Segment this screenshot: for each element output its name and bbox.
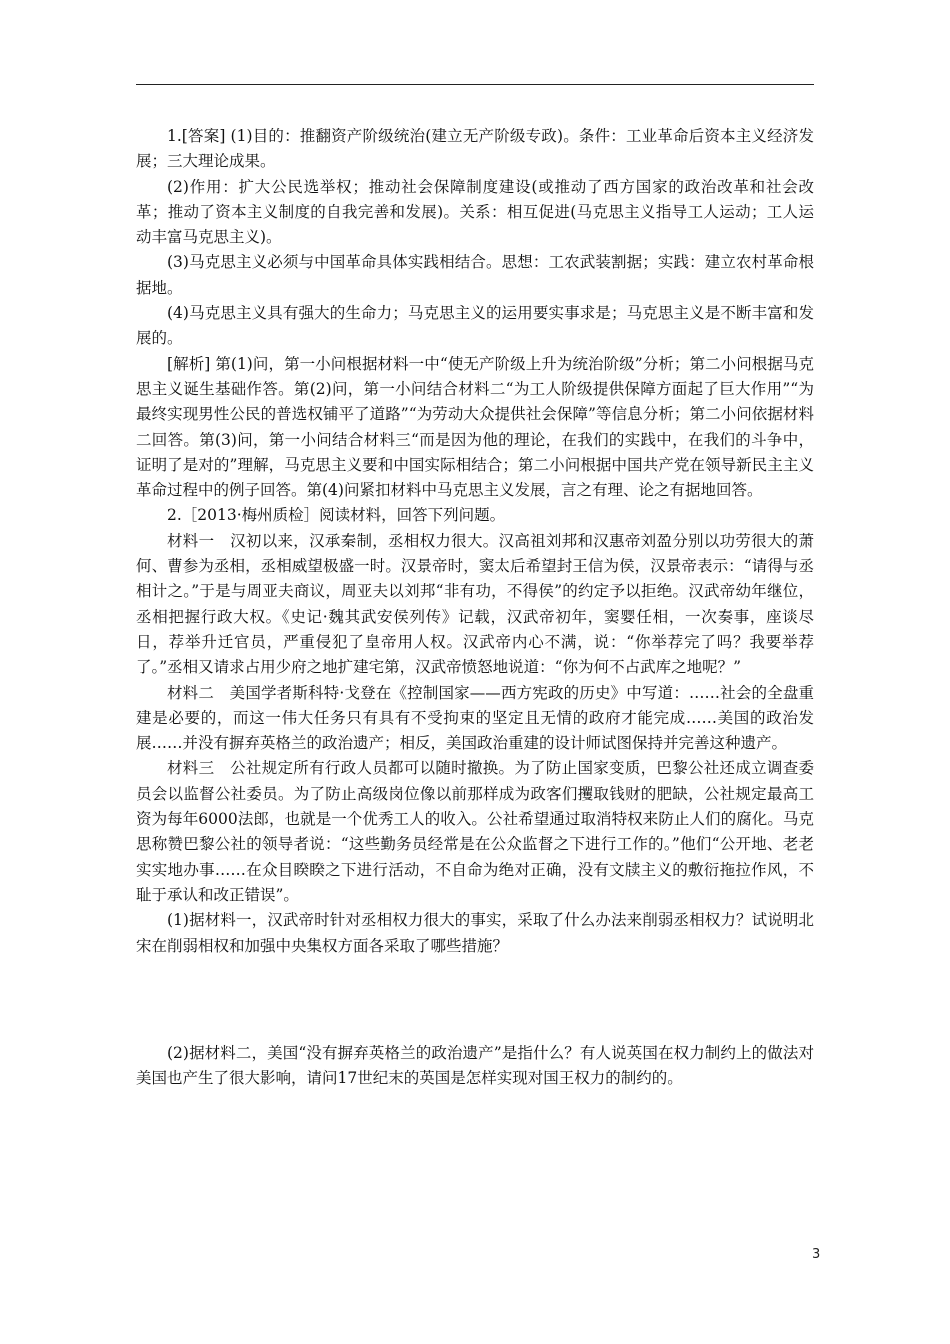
answer-1-part-2: (2)作用：扩大公民选举权；推动社会保障制度建设(或推动了西方国家的政治改革和社会改革；推动了资本主义制度的自我完善和发展)。关系：相互促进(马克思主义指导工人运动；工人运动丰富马克思主义)。 <box>136 177 814 247</box>
page-number: 3 <box>812 1247 821 1262</box>
answer-1-part-4: (4)马克思主义具有强大的生命力；马克思主义的运用要实事求是；马克思主义是不断丰富和发展的。 <box>136 304 814 348</box>
material-3: 材料三 公社规定所有行政人员都可以随时撤换。为了防止国家变质，巴黎公社还成立调查委员会以监督公社委员。为了防止高级岗位像以前那样成为政客们攫取钱财的肥缺，公社规定最高工资为每年6000法郎，也就是一个优秀工人的收入。公社希望通过取消特权来防止人们的腐化。马克思称赞巴黎公社的领导者说：“这些勤务员经常是在公众监督之下进行工作的。”他们“公开地、老老实实地办事……在众目睽睽之下进行活动，不自命为绝对正确，没有文牍主义的敷衍拖拉作风，不耻于承认和改正错误”。 <box>136 759 814 904</box>
answer-1-part-3: (3)马克思主义必须与中国革命具体实践相结合。思想：工农武装割据；实践：建立农村革命根据地。 <box>136 253 814 297</box>
answer-1-part-1: 1.[答案] (1)目的：推翻资产阶级统治(建立无产阶级专政)。条件：工业革命后资本主义经济发展；三大理论成果。 <box>136 127 814 171</box>
question-2-heading: 2.［2013·梅州质检］阅读材料，回答下列问题。 <box>167 506 506 525</box>
analysis-paragraph: [解析] 第(1)问，第一小问根据材料一中“使无产阶级上升为统治阶级”分析；第二小问根据马克思主义诞生基础作答。第(2)问，第一小问结合材料二“为工人阶级提供保障方面起了巨大作用”“为最终实现男性公民的普选权铺平了道路”“为劳动大众提供社会保障”等信息分析；第二小问依据材料二回答。第(3)问，第一小问结合材料三“而是因为他的理论，在我们的实践中，在我们的斗争中，证明了是对的”理解，马克思主义要和中国实际相结合；第二小问根据中国共产党在领导新民主主义革命过程中的例子回答。第(4)问紧扣材料中马克思主义发展，言之有理、论之有据地回答。 <box>136 354 814 500</box>
question-2-part-2: (2)据材料二，美国“没有摒弃英格兰的政治遗产”是指什么？有人说英国在权力制约上的做法对美国也产生了很大影响，请问17世纪末的英国是怎样实现对国王权力的制约的。 <box>136 1043 814 1088</box>
material-1: 材料一 汉初以来，汉承秦制，丞相权力很大。汉高祖刘邦和汉惠帝刘盈分别以功劳很大的萧何、曹参为丞相，丞相威望极盛一时。汉景帝时，窦太后希望封王信为侯，汉景帝表示：“请得与丞相计之。”于是与周亚夫商议，周亚夫以刘邦“非有功，不得侯”的约定予以拒绝。汉武帝幼年继位，丞相把握行政大权。《史记·魏其武安侯列传》记载，汉武帝初年，窦婴任相，一次奏事，座谈尽日，荐举升迁官员，严重侵犯了皇帝用人权。汉武帝内心不满，说：“你举荐完了吗？我要举荐了。”丞相又请求占用少府之地扩建宅第，汉武帝愤怒地说道：“你为何不占武库之地呢？” <box>136 531 814 677</box>
document-body <box>136 124 814 1091</box>
question-2-part-1: (1)据材料一，汉武帝时针对丞相权力很大的事实，采取了什么办法来削弱丞相权力？试说明北宋在削弱相权和加强中央集权方面各采取了哪些措施？ <box>136 911 814 955</box>
answer-space <box>136 959 814 1041</box>
material-2: 材料二 美国学者斯科特·戈登在《控制国家——西方宪政的历史》中写道：……社会的全盘重建是必要的，而这一伟大任务只有具有不受拘束的坚定且无情的政府才能完成……美国的政治发展……并没有摒弃英格兰的政治遗产；相反，美国政治重建的设计师试图保持并完善这种遗产。 <box>136 683 814 753</box>
header-rule <box>136 84 814 85</box>
